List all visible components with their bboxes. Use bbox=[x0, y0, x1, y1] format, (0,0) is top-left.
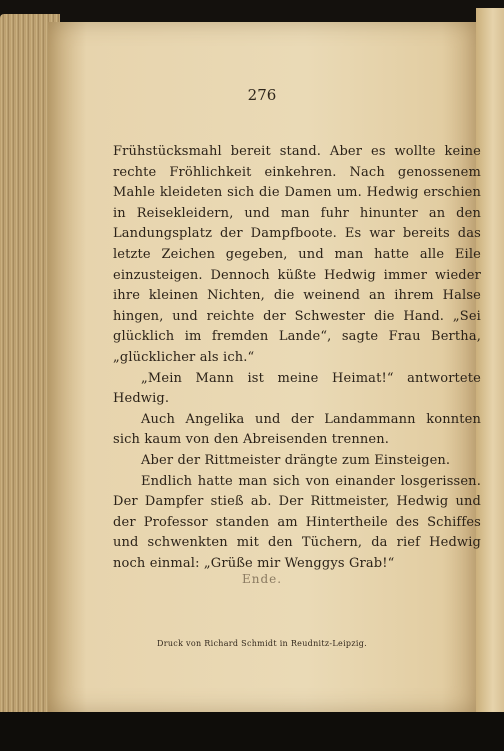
paragraph: Frühstücksmahl bereit stand. Aber es wollte keine rechte Fröhlichkeit einkehren. Nach genossenem Mahle kleideten sich die Damen um. Hedwig erschien in Reisekleidern, und man fuhr hinunter an den Landungsplatz der Dampfboote. Es war bereits das letzte Zeichen gegeben, und man hatte alle Eile einzusteigen. Dennoch küßte Hedwig immer wieder ihre kleinen Nichten, die weinend an ihrem Halse hingen, und reichte der Schwester die Hand. „Sei glücklich im fremden Lande“, sagte Frau Bertha, „glücklicher als ich.“ bbox=[113, 144, 481, 365]
paragraph: „Mein Mann ist meine Heimat!“ antwortete Hedwig. bbox=[113, 370, 481, 407]
paragraph: Auch Angelika und der Landammann konnten sich kaum von den Abreisenden trennen. bbox=[113, 411, 481, 448]
paragraph: Endlich hatte man sich von einander losgerissen. Der Dampfer stieß ab. Der Rittmeister, Hedwig und der Professor standen am Hintertheile des Schiffes und schwenkten mit den Tüchern, da rief Hedwig noch einmal: „Grüße mir Wenggys Grab!“ bbox=[113, 473, 481, 571]
page-number: 276 bbox=[247, 86, 277, 104]
book-page bbox=[48, 22, 481, 712]
bottom-shadow bbox=[0, 712, 504, 751]
paragraph: Aber der Rittmeister drängte zum Einsteigen. bbox=[141, 452, 451, 468]
printer-imprint: Druck von Richard Schmidt in Reudnitz-Leipzig. bbox=[157, 639, 367, 648]
page-text bbox=[113, 142, 481, 574]
end-mark: Ende. bbox=[241, 572, 283, 586]
